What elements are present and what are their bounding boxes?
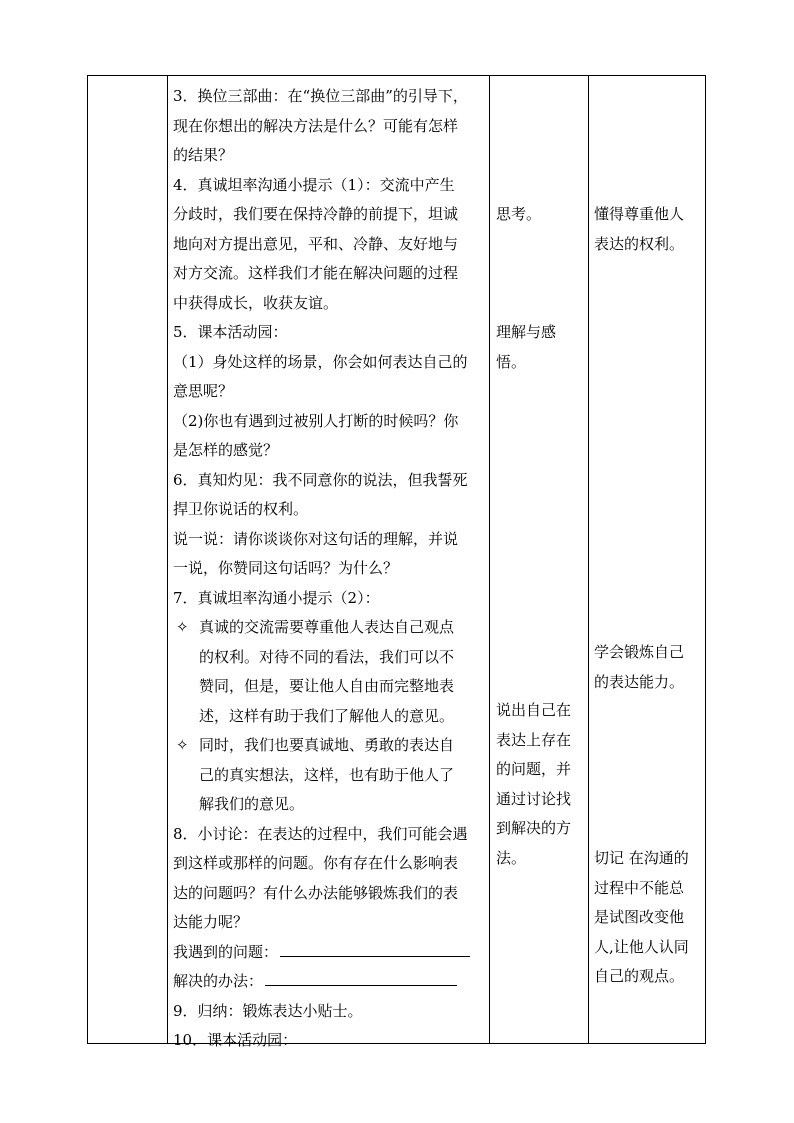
bullet2-line [173,731,491,761]
solution-label: 解决的办法： [173,972,264,990]
item3-line: 3．换位三部曲：在“换位三部曲”的引导下， [173,87,468,105]
design-intent-block-b [594,638,704,697]
bullet2-text: 同时，我们也要真诚地、勇敢的表达自 [199,736,455,754]
bullet2-line: 解我们的意见。 [199,795,305,813]
diamond-bullet-icon: ✧ [176,618,189,636]
intent-line: 是试图改变他 [594,908,685,926]
activity-line: 法。 [496,848,527,867]
student-activity-block-b [496,318,586,377]
bullet1-line: 的权利。对待不同的看法，我们可以不 [199,647,455,666]
activity-line: 表达上存在 [496,730,572,749]
item5-line: 是怎样的感觉？ [173,441,279,459]
column-divider-1 [167,76,168,1043]
item3-line: 现在你想出的解决方法是什么？可能有怎样 [173,116,459,135]
design-intent-block-c [594,844,704,992]
column-divider-3 [588,76,589,1043]
item5-line: （1）身处这样的场景，你会如何表达自己的 [173,352,468,371]
design-intent-block-a [594,200,704,259]
intent-line: 学会锻炼自己 [594,643,685,661]
activity-line: 到解决的方 [496,819,572,837]
item4-line: 中获得成长，收获友谊。 [173,293,339,312]
bullet2-line: 己的真实想法，这样，也有助于他人了 [199,765,455,784]
item4-line: 4．真诚坦率沟通小提示（1）：交流中产生 [173,175,455,194]
item6-line: 捍卫你说话的权利。 [173,500,309,518]
say-line: 一说，你赞同这句话吗？为什么？ [173,559,399,577]
student-activity-block-a [496,200,586,230]
problem-row [173,938,491,968]
item4-line: 地向对方提出意见，平和、冷静、友好地与 [173,234,459,253]
solution-row [173,967,491,997]
activity-line: 通过讨论找 [496,789,572,808]
item8-line: 8．小讨论：在表达的过程中，我们可能会遇 [173,824,468,843]
intent-line: 懂得尊重他人 [594,205,685,223]
intent-line: 切记 在沟通的 [594,849,689,867]
item5-line: （2)你也有遇到过被别人打断的时候吗？你 [173,411,459,430]
activity-line: 思考。 [496,205,542,223]
problem-answer-blank[interactable] [280,938,470,957]
item3-line: 的结果？ [173,146,234,164]
item8-line: 达的问题吗？有什么办法能够锻炼我们的表 [173,883,459,902]
bullet1-line [173,613,491,643]
item9-line: 9．归纳：锻炼表达小贴士。 [173,1001,363,1020]
activity-line: 说出自己在 [496,701,572,719]
intent-line: 的表达能力。 [594,672,685,691]
bullet1-line: 述，这样有助于我们了解他人的意见。 [199,706,455,725]
solution-answer-blank[interactable] [265,967,457,986]
say-line: 说一说：请你谈谈你对这句话的理解，并说 [173,529,459,548]
intent-line: 表达的权利。 [594,234,685,253]
item10-line: 10．课本活动园： [173,1031,298,1049]
item5-line: 意思呢？ [173,382,234,400]
intent-line: 自己的观点。 [594,967,685,985]
teaching-content-cell [173,82,491,1056]
item4-line: 分歧时，我们要在保持冷静的前提下，坦诚 [173,205,459,223]
activity-line: 的问题，并 [496,760,572,778]
bullet1-text: 真诚的交流需要尊重他人表达自己观点 [199,618,455,636]
lesson-table [87,75,706,1049]
bullet1-line: 赞同，但是，要让他人自由而完整地表 [199,677,455,695]
student-activity-block-c [496,696,586,873]
item6-line: 6．真知灼见：我不同意你的说法，但我誓死 [173,470,468,489]
intent-line: 过程中不能总 [594,878,685,897]
item5-line: 5．课本活动园： [173,323,288,341]
diamond-bullet-icon: ✧ [176,736,189,754]
item7-heading: 7．真诚坦率沟通小提示（2）： [173,588,380,607]
activity-line: 理解与感 [496,323,557,341]
activity-line: 悟。 [496,352,527,371]
item8-line: 到这样或那样的问题。你有存在什么影响表 [173,854,459,872]
intent-line: 人,让他人认同 [594,937,689,956]
item4-line: 对方交流。这样我们才能在解决问题的过程 [173,264,459,282]
problem-label: 我遇到的问题： [173,942,279,961]
item8-line: 达能力呢？ [173,913,249,931]
